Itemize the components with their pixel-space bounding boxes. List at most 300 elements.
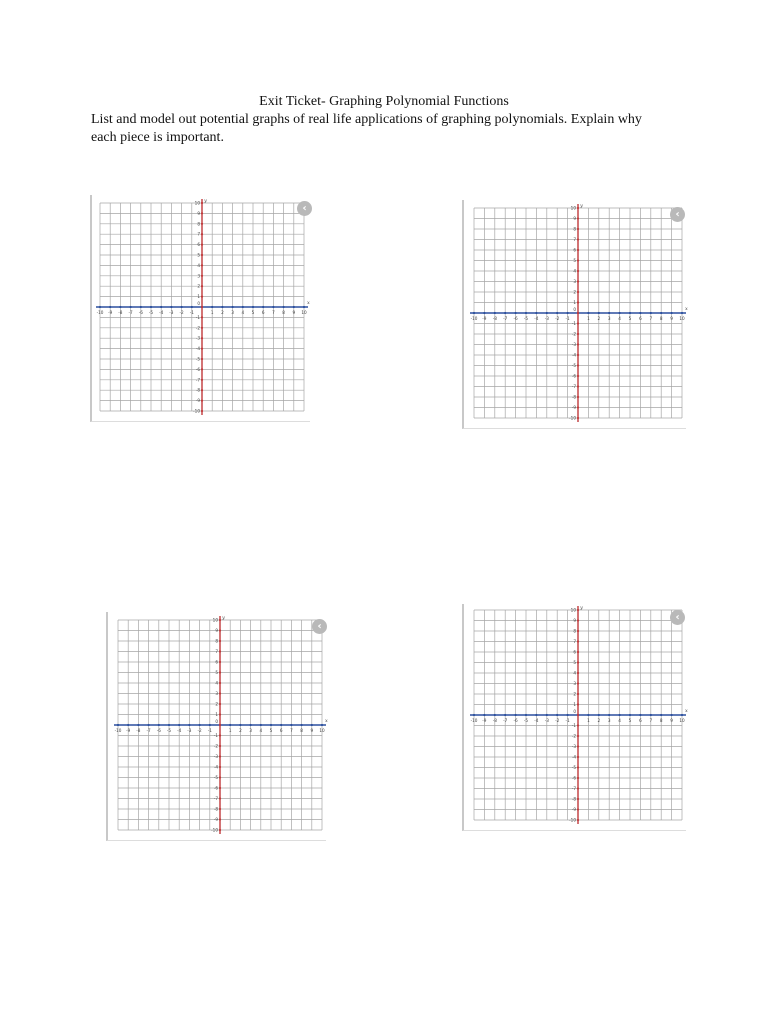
y-tick — [577, 777, 579, 779]
x-tick — [650, 312, 652, 314]
y-tick — [219, 650, 221, 652]
y-tick — [577, 682, 579, 684]
x-tick-label: -1 — [565, 718, 570, 723]
x-tick — [119, 306, 121, 308]
y-tick — [219, 766, 221, 768]
x-tick — [515, 714, 517, 716]
y-tick-label: -7 — [195, 377, 200, 383]
x-tick — [148, 724, 150, 726]
x-tick — [181, 306, 183, 308]
y-tick-label: 3 — [573, 681, 576, 686]
y-tick — [577, 630, 579, 632]
y-tick — [219, 640, 221, 642]
chevron-left-icon[interactable]: ‹ — [297, 201, 312, 216]
y-tick — [577, 693, 579, 695]
y-tick — [219, 808, 221, 810]
y-tick — [219, 818, 221, 820]
x-tick — [660, 312, 662, 314]
y-tick-label: 5 — [197, 252, 200, 258]
x-tick — [109, 306, 111, 308]
y-tick — [201, 379, 203, 381]
y-tick-label: -3 — [571, 744, 576, 749]
x-tick — [303, 306, 305, 308]
y-tick — [201, 400, 203, 402]
grid-svg-2 — [464, 200, 686, 428]
y-tick — [201, 410, 203, 412]
y-tick-label: 10 — [212, 617, 218, 623]
x-tick — [229, 724, 231, 726]
x-tick-label: -1 — [207, 728, 212, 733]
chevron-left-icon[interactable]: ‹ — [670, 610, 685, 625]
x-tick — [168, 724, 170, 726]
y-tick — [577, 385, 579, 387]
x-tick — [587, 714, 589, 716]
x-tick-label: 3 — [249, 728, 252, 733]
x-tick — [546, 312, 548, 314]
y-tick-label: -2 — [571, 733, 576, 739]
x-tick-label: -6 — [138, 310, 143, 315]
y-tick-label: -2 — [195, 325, 200, 331]
x-tick — [250, 724, 252, 726]
y-tick-label: 1 — [573, 702, 576, 707]
x-tick-label: 1 — [228, 728, 232, 733]
x-tick-label: -8 — [136, 728, 141, 733]
x-tick — [209, 724, 211, 726]
x-tick — [137, 724, 139, 726]
y-tick — [201, 348, 203, 350]
x-tick — [99, 306, 101, 308]
y-tick — [201, 327, 203, 329]
y-tick-label: 1 — [573, 300, 576, 305]
x-tick-label: -5 — [523, 718, 529, 723]
y-tick-label: 10 — [570, 205, 576, 211]
x-tick — [170, 306, 172, 308]
x-tick-label: -4 — [177, 728, 182, 733]
y-tick — [577, 619, 579, 621]
y-tick-label: -3 — [213, 754, 218, 759]
y-tick — [219, 682, 221, 684]
y-tick-label: -6 — [571, 373, 576, 379]
x-tick-label: 6 — [639, 718, 642, 723]
y-tick-label: 8 — [197, 221, 200, 227]
y-tick — [577, 808, 579, 810]
x-tick-label: -2 — [555, 718, 560, 723]
y-tick-label: 4 — [215, 680, 218, 686]
coordinate-grid-3[interactable] — [106, 612, 326, 841]
x-tick-label: -10 — [114, 728, 122, 733]
x-tick — [160, 306, 162, 308]
x-tick-label: -2 — [197, 728, 202, 733]
x-tick-label: 4 — [259, 728, 263, 733]
y-tick-label: 6 — [573, 649, 576, 655]
y-tick-label: -7 — [571, 384, 576, 389]
y-tick — [219, 671, 221, 673]
x-tick — [598, 312, 600, 314]
x-tick-label: 1 — [210, 310, 214, 315]
chevron-left-icon[interactable]: ‹ — [670, 207, 685, 222]
x-tick — [290, 724, 292, 726]
x-tick-label: -8 — [118, 310, 123, 315]
y-tick — [577, 375, 579, 377]
y-tick — [219, 661, 221, 663]
y-tick-label: 5 — [573, 660, 576, 665]
x-tick-label: -7 — [146, 728, 151, 733]
grid-svg-4 — [464, 604, 686, 830]
x-tick-label: 10 — [319, 728, 325, 733]
x-tick-label: 6 — [639, 316, 642, 321]
y-tick — [219, 703, 221, 705]
x-tick-label: 2 — [239, 728, 242, 733]
x-tick — [515, 312, 517, 314]
origin-label: 0 — [215, 719, 218, 724]
y-tick-label: -8 — [195, 387, 200, 393]
x-tick-label: -9 — [126, 728, 131, 733]
origin-label: 0 — [573, 709, 576, 714]
y-tick-label: 7 — [197, 231, 200, 237]
x-tick — [556, 714, 558, 716]
y-tick-label: -10 — [193, 408, 200, 414]
x-tick-label: 8 — [659, 718, 663, 723]
y-tick-label: -1 — [571, 723, 576, 728]
y-tick — [577, 259, 579, 261]
x-tick-label: 8 — [300, 728, 303, 733]
x-tick-label: -8 — [492, 718, 497, 723]
x-tick-label: -4 — [534, 718, 539, 723]
x-tick — [639, 312, 641, 314]
x-tick-label: -9 — [482, 718, 487, 723]
y-tick — [577, 724, 579, 726]
y-tick-label: 7 — [215, 649, 218, 654]
y-tick — [201, 264, 203, 266]
y-tick — [577, 364, 579, 366]
y-tick-label: -10 — [569, 415, 576, 421]
y-tick — [201, 254, 203, 256]
y-tick — [577, 766, 579, 768]
x-tick — [535, 312, 537, 314]
x-tick-label: -5 — [166, 728, 172, 733]
y-tick — [577, 301, 579, 303]
y-tick — [201, 223, 203, 225]
y-tick-label: 2 — [573, 691, 576, 697]
y-tick — [577, 703, 579, 705]
x-tick-label: 9 — [292, 310, 296, 315]
x-tick-label: 1 — [587, 718, 590, 723]
x-tick — [681, 714, 683, 716]
y-tick-label: -1 — [195, 314, 200, 320]
y-tick-label: 10 — [570, 607, 576, 613]
coordinate-grid-4[interactable] — [462, 604, 686, 831]
y-tick-label: 9 — [197, 210, 200, 216]
y-tick-label: 7 — [573, 639, 576, 644]
x-tick — [321, 724, 323, 726]
y-tick — [201, 202, 203, 204]
y-tick — [577, 217, 579, 219]
x-axis-label: x — [325, 718, 328, 724]
x-tick — [494, 714, 496, 716]
y-tick-label: -6 — [571, 775, 576, 781]
y-tick-label: 6 — [197, 242, 200, 248]
y-tick — [577, 333, 579, 335]
y-tick — [577, 798, 579, 800]
y-tick-label: -4 — [571, 754, 576, 760]
x-tick-label: 10 — [679, 718, 685, 723]
y-tick — [577, 291, 579, 293]
x-tick-label: -3 — [187, 728, 192, 733]
x-tick — [211, 306, 213, 308]
x-tick — [598, 714, 600, 716]
page-title: Exit Ticket- Graphing Polynomial Functions — [259, 94, 509, 109]
x-tick-label: 5 — [269, 728, 273, 733]
y-tick-label: -1 — [213, 733, 218, 738]
x-tick-label: 7 — [649, 718, 653, 723]
y-tick — [577, 228, 579, 230]
x-tick-label: 9 — [670, 316, 673, 321]
x-tick-label: 7 — [272, 310, 275, 315]
x-tick-label: 5 — [628, 316, 632, 321]
y-tick-label: 2 — [197, 283, 200, 289]
y-tick-label: 9 — [215, 628, 218, 633]
y-tick-label: 4 — [197, 262, 200, 268]
x-tick — [473, 714, 475, 716]
origin-label: 0 — [573, 307, 576, 312]
y-tick — [201, 275, 203, 277]
x-axis-label: x — [307, 300, 310, 306]
y-tick-label: -1 — [571, 321, 576, 326]
x-tick — [117, 724, 119, 726]
x-tick — [188, 724, 190, 726]
y-tick-label: -2 — [213, 743, 218, 749]
x-tick — [311, 724, 313, 726]
x-tick — [619, 714, 621, 716]
x-tick — [130, 306, 132, 308]
origin-label: 0 — [197, 301, 200, 306]
x-tick-label: 4 — [618, 316, 621, 321]
x-tick-label: -7 — [128, 310, 133, 315]
x-tick-label: 6 — [279, 728, 283, 733]
y-tick-label: 5 — [215, 670, 218, 675]
x-tick-label: -1 — [565, 316, 570, 321]
x-tick — [608, 312, 610, 314]
x-tick-label: -5 — [148, 310, 154, 315]
y-tick-label: 7 — [573, 237, 576, 242]
y-tick — [219, 776, 221, 778]
y-tick-label: -5 — [571, 363, 576, 368]
x-tick-label: 5 — [251, 310, 255, 315]
x-tick — [283, 306, 285, 308]
y-tick — [577, 640, 579, 642]
y-tick-label: 8 — [573, 628, 576, 634]
y-tick — [577, 354, 579, 356]
coordinate-grid-2[interactable] — [462, 200, 686, 429]
y-tick-label: 3 — [573, 279, 576, 284]
x-tick-label: 1 — [587, 316, 590, 321]
y-tick — [219, 755, 221, 757]
y-tick-label: -8 — [213, 806, 218, 812]
x-tick-label: -3 — [169, 310, 174, 315]
y-tick — [577, 280, 579, 282]
y-tick — [201, 368, 203, 370]
x-tick-label: 7 — [649, 316, 653, 321]
y-tick-label: 1 — [215, 712, 218, 717]
x-tick-label: -2 — [555, 316, 560, 321]
x-tick — [140, 306, 142, 308]
x-tick — [567, 312, 569, 314]
y-tick — [577, 651, 579, 653]
y-tick — [201, 212, 203, 214]
x-tick-label: -5 — [523, 316, 529, 321]
y-tick — [201, 296, 203, 298]
y-tick-label: -5 — [571, 765, 576, 770]
x-tick — [270, 724, 272, 726]
x-tick — [158, 724, 160, 726]
x-tick — [619, 312, 621, 314]
y-tick — [201, 233, 203, 235]
x-tick — [504, 714, 506, 716]
x-tick — [681, 312, 683, 314]
x-tick — [150, 306, 152, 308]
x-tick — [127, 724, 129, 726]
y-tick-label: -9 — [571, 405, 576, 410]
y-tick — [219, 713, 221, 715]
x-tick — [483, 714, 485, 716]
x-tick — [504, 312, 506, 314]
y-tick-label: -4 — [571, 352, 576, 358]
x-tick — [262, 306, 264, 308]
x-tick-label: -4 — [534, 316, 539, 321]
x-tick-label: 6 — [261, 310, 265, 315]
x-tick-label: -6 — [156, 728, 161, 733]
x-tick-label: 4 — [241, 310, 245, 315]
x-tick — [671, 312, 673, 314]
y-tick-label: -7 — [571, 786, 576, 791]
x-tick — [199, 724, 201, 726]
coordinate-grid-1[interactable] — [90, 195, 310, 422]
x-tick — [525, 714, 527, 716]
y-tick — [577, 735, 579, 737]
y-tick-label: -10 — [569, 817, 576, 823]
y-tick-label: -9 — [213, 817, 218, 822]
x-tick — [494, 312, 496, 314]
y-tick — [577, 661, 579, 663]
x-tick-label: -6 — [513, 718, 518, 723]
y-tick — [577, 396, 579, 398]
x-tick — [535, 714, 537, 716]
x-tick — [191, 306, 193, 308]
x-tick — [525, 312, 527, 314]
y-tick-label: 5 — [573, 258, 576, 263]
y-tick-label: 3 — [215, 691, 218, 696]
y-tick — [577, 312, 579, 314]
y-tick — [219, 745, 221, 747]
x-tick — [252, 306, 254, 308]
y-tick — [201, 337, 203, 339]
x-tick — [293, 306, 295, 308]
chevron-left-icon[interactable]: ‹ — [312, 619, 327, 634]
y-tick — [577, 714, 579, 716]
y-axis-label: y — [222, 615, 225, 621]
y-tick-label: 4 — [573, 670, 576, 676]
y-tick — [577, 207, 579, 209]
y-tick-label: -10 — [211, 827, 218, 833]
x-tick-label: -9 — [108, 310, 113, 315]
instructions-text: List and model out potential graphs of real life applications of graphing polynomials. Explain why each piece is important. — [91, 112, 642, 145]
y-tick — [219, 734, 221, 736]
y-axis-label: y — [204, 198, 207, 204]
x-tick — [629, 714, 631, 716]
x-tick-label: 9 — [310, 728, 314, 733]
x-tick — [639, 714, 641, 716]
x-tick-label: 4 — [618, 718, 621, 723]
x-tick-label: 10 — [679, 316, 685, 321]
x-tick-label: 9 — [670, 718, 673, 723]
y-tick-label: 1 — [197, 294, 200, 300]
y-tick-label: 2 — [215, 701, 218, 707]
x-tick-label: -2 — [179, 310, 184, 315]
y-tick — [201, 285, 203, 287]
y-tick — [577, 609, 579, 611]
x-tick-label: 2 — [597, 316, 601, 321]
x-axis-label: x — [685, 708, 688, 714]
y-tick — [219, 724, 221, 726]
x-tick-label: -8 — [492, 316, 497, 321]
x-tick-label: 2 — [597, 718, 601, 723]
y-tick-label: -4 — [195, 346, 200, 352]
y-tick-label: -2 — [571, 331, 576, 337]
x-tick-label: 3 — [607, 718, 611, 723]
y-tick — [577, 672, 579, 674]
x-tick-label: 10 — [301, 310, 307, 315]
y-tick — [577, 819, 579, 821]
x-tick — [608, 714, 610, 716]
x-tick — [629, 312, 631, 314]
y-tick — [201, 306, 203, 308]
y-tick — [219, 797, 221, 799]
y-tick — [219, 829, 221, 831]
y-tick-label: -4 — [213, 764, 218, 770]
x-tick-label: -3 — [544, 718, 549, 723]
x-tick-label: -3 — [544, 316, 549, 321]
y-tick-label: 8 — [573, 226, 576, 232]
x-tick — [587, 312, 589, 314]
y-tick-label: 8 — [215, 638, 218, 644]
y-axis-label: y — [580, 203, 583, 209]
x-tick — [260, 724, 262, 726]
x-tick — [567, 714, 569, 716]
y-tick — [219, 787, 221, 789]
x-tick-label: -7 — [503, 316, 508, 321]
y-tick — [577, 322, 579, 324]
x-tick — [178, 724, 180, 726]
y-tick — [201, 244, 203, 246]
y-tick-label: -7 — [213, 796, 218, 801]
x-tick — [280, 724, 282, 726]
x-tick-label: -10 — [470, 718, 478, 723]
x-tick-label: -10 — [96, 310, 104, 315]
x-tick — [221, 306, 223, 308]
y-tick-label: -5 — [213, 775, 218, 780]
x-tick-label: 3 — [607, 316, 611, 321]
y-tick-label: -9 — [571, 807, 576, 812]
y-tick-label: 2 — [573, 289, 576, 295]
x-tick — [546, 714, 548, 716]
y-tick-label: 9 — [573, 618, 576, 623]
x-tick — [232, 306, 234, 308]
x-tick — [239, 724, 241, 726]
y-tick-label: 6 — [215, 659, 218, 665]
y-tick — [577, 756, 579, 758]
x-tick-label: -6 — [513, 316, 518, 321]
x-tick — [473, 312, 475, 314]
